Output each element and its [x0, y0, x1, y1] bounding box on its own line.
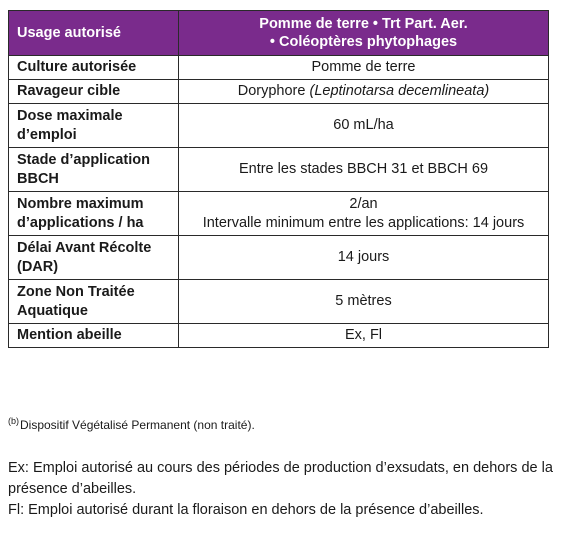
row-value-culture: Pomme de terre [179, 56, 549, 80]
row-label-ravageur: Ravageur cible [9, 80, 179, 104]
row-label-dar [9, 236, 179, 280]
footnote-text: Dispositif Végétalisé Permanent (non traité). [20, 418, 255, 432]
row-label-znt [9, 280, 179, 324]
mention-ex: Ex: Emploi autorisé au cours des périodes de production d’exsudats, en dehors de la présence d’abeilles. [8, 460, 553, 497]
row-label-dose [9, 104, 179, 148]
table-row [9, 148, 549, 192]
footnote [8, 414, 255, 432]
row-label-nombre [9, 192, 179, 236]
ravageur-latin-name: (Leptinotarsa decemlineata) [309, 83, 490, 99]
row-label-stade-line2: BBCH [17, 170, 59, 187]
row-value-ravageur [179, 80, 549, 104]
row-label-znt-line2: Aquatique [17, 302, 88, 319]
row-label-nombre-line2: d’applications / ha [17, 214, 144, 231]
mention-fl: Fl: Emploi autorisé durant la floraison en dehors de la présence d’abeilles. [8, 502, 484, 518]
row-label-stade [9, 148, 179, 192]
row-label-dose-line2: d’emploi [17, 126, 77, 143]
table-row [9, 80, 549, 104]
row-value-dose: 60 mL/ha [179, 104, 549, 148]
row-value-dar: 14 jours [179, 236, 549, 280]
table-header-row [9, 11, 549, 56]
ravageur-common-name: Doryphore [237, 83, 310, 99]
row-label-nombre-line1: Nombre maximum [17, 195, 144, 212]
row-value-stade: Entre les stades BBCH 31 et BBCH 69 [179, 148, 549, 192]
table-row [9, 104, 549, 148]
row-value-nombre-line1: 2/an [349, 195, 378, 212]
row-label-abeille: Mention abeille [9, 324, 179, 348]
table-row [9, 236, 549, 280]
table-row [9, 280, 549, 324]
row-label-stade-line1: Stade d’application [17, 151, 150, 168]
row-label-znt-line1: Zone Non Traitée [17, 283, 135, 300]
row-value-abeille: Ex, Fl [179, 324, 549, 348]
row-label-dose-line1: Dose maximale [17, 107, 123, 124]
usage-table [8, 10, 549, 348]
row-value-nombre-line2: Intervalle minimum entre les applications: 14 jours [202, 214, 525, 231]
header-usage-label: Usage autorisé [9, 11, 179, 56]
table-row [9, 192, 549, 236]
row-label-dar-line1: Délai Avant Récolte [17, 239, 152, 256]
row-value-nombre [179, 192, 549, 236]
row-label-dar-line2: (DAR) [17, 258, 59, 275]
footnote-marker: (b) [8, 416, 19, 426]
header-usage-value-line1: Pomme de terre • Trt Part. Aer. [259, 16, 468, 32]
table-row [9, 56, 549, 80]
table-row [9, 324, 549, 348]
header-usage-value-line2: • Coléoptères phytophages [269, 34, 458, 50]
row-value-znt: 5 mètres [179, 280, 549, 324]
bee-mentions [8, 458, 564, 521]
row-label-culture: Culture autorisée [9, 56, 179, 80]
header-usage-value [179, 11, 549, 56]
